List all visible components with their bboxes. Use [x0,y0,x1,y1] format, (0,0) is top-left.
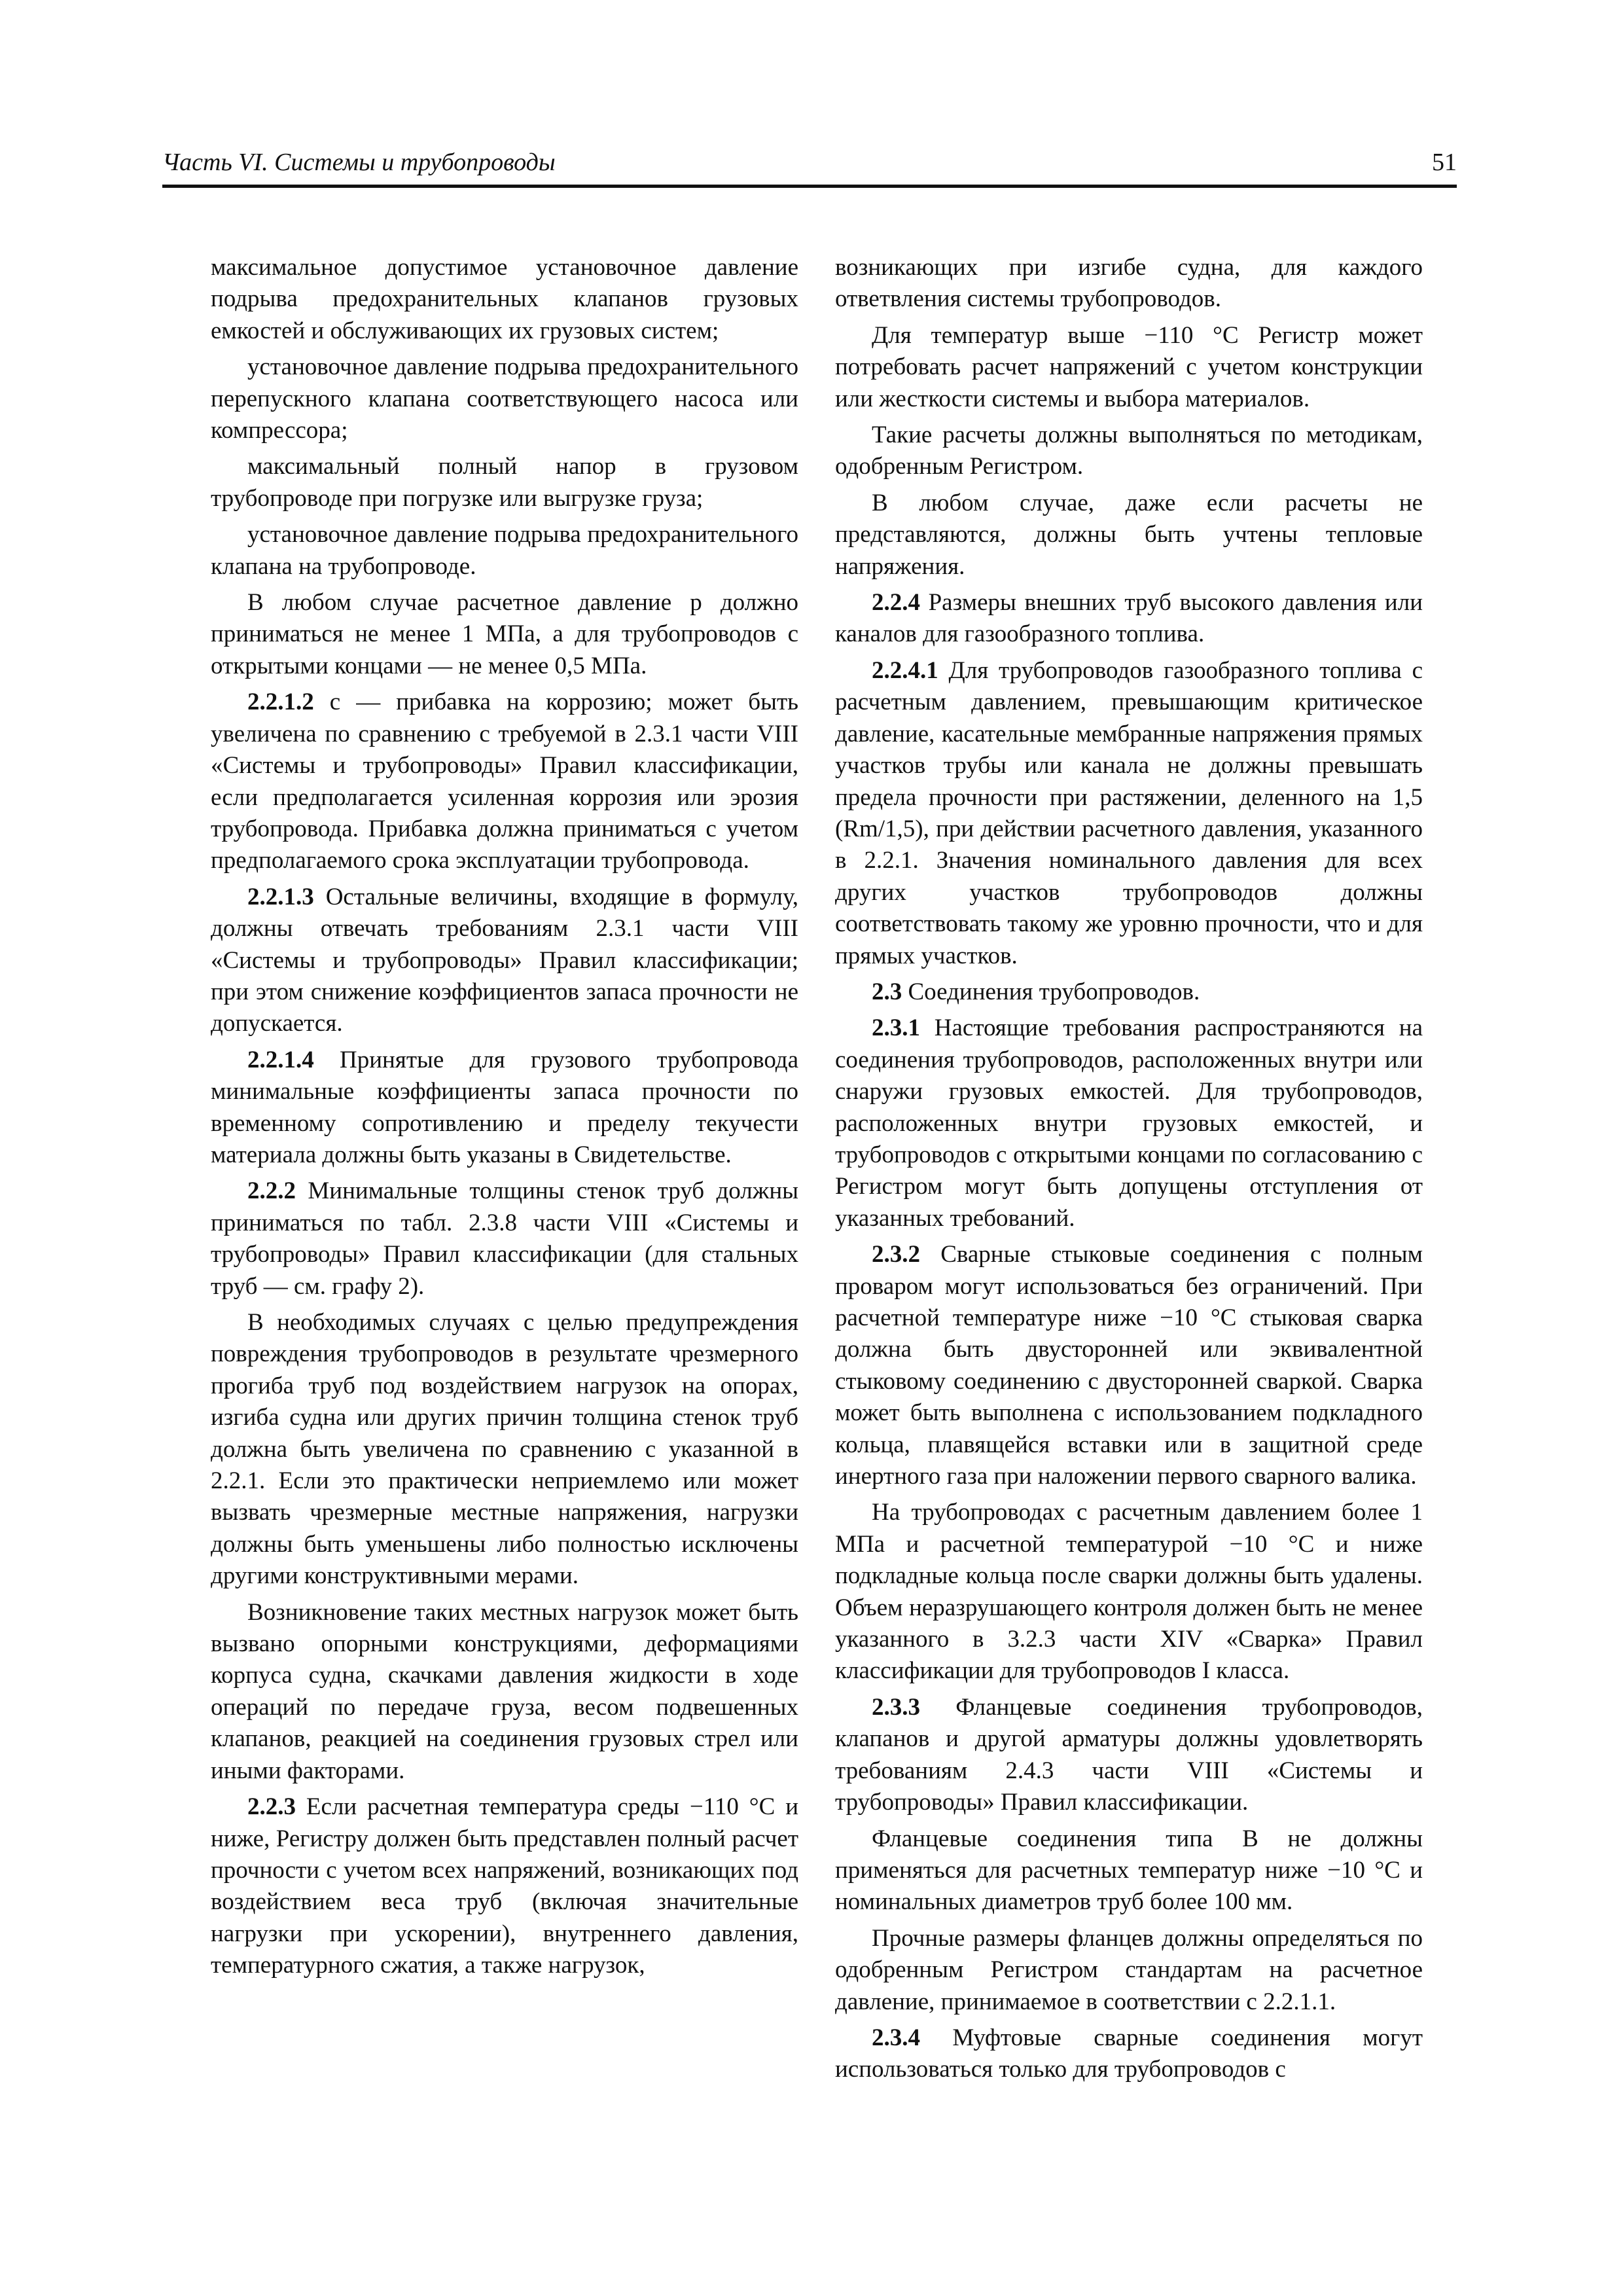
paragraph [211,351,798,446]
running-header [162,148,1457,188]
paragraph-text: Муфтовые сварные соединения могут использоваться только для трубопроводов с [835,2024,1423,2083]
paragraph [835,1013,1423,1234]
paragraph [211,1791,798,1981]
section-number: 2.2.4 [872,589,920,617]
paragraph [835,1239,1423,1492]
section-number: 2.2.4.1 [872,656,938,684]
paragraph-text: Прочные размеры фланцев должны определяться по одобренным Регистром стандартам на расчетное давление, принимаемое в соответствии с 2.2.1.1. [835,1924,1423,2015]
paragraph [835,420,1423,483]
paragraph [835,2022,1423,2086]
paragraph-text: Такие расчеты должны выполняться по методикам, одобренным Регистром. [835,422,1423,480]
header-title: Часть VI. Системы и трубопроводы [162,149,556,176]
paragraph-text: Возникновение таких местных нагрузок может быть вызвано опорными конструкциями, деформациями корпуса судна, скачками давления жидкости в ходе операций по передаче груза, весом подвешенных клапанов, реакцией на соединения грузовых стрел или иными факторами. [211,1598,798,1784]
paragraph [835,587,1423,651]
right-column [835,252,1423,2090]
paragraph-text: В необходимых случаях с целью предупреждения повреждения трубопроводов в результате чрезмерного прогиба труб под воздействием нагрузок на опорах, изгиба судна или других причин толщина стенок труб должна быть увеличена по сравнению с указанной в 2.2.1. Если это практически неприемлемо или может вызвать чрезмерные местные напряжения, нагрузки должны быть уменьшены либо полностью исключены другими конструктивными мерами. [211,1309,798,1590]
paragraph [835,320,1423,415]
paragraph-text: Фланцевые соединения типа В не должны применяться для расчетных температур ниже −10 °С и номинальных диаметров труб более 100 мм. [835,1825,1423,1916]
section-number: 2.3.4 [872,2024,920,2051]
section-number: 2.2.1.3 [247,883,314,910]
section-number: 2.3.3 [872,1693,920,1721]
section-number: 2.2.2 [247,1177,296,1205]
section-number: 2.3.1 [872,1014,920,1042]
paragraph [835,252,1423,315]
paragraph-text: установочное давление подрыва предохранительного клапана на трубопроводе. [211,521,798,580]
paragraph-text: В любом случае, даже если расчеты не представляются, должны быть учтены тепловые напряжения. [835,489,1423,580]
paragraph-text: Для трубопроводов газообразного топлива с расчетным давлением, превышающим критическое давление, касательные мембранные напряжения прямых участков трубы или канала не должны превышать предела прочности при растяжении, деленного на 1,5 (Rm/1,5), при действии расчетного давления, указанного в 2.2.1. Значения номинального давления для всех других участков трубопроводов должны соответствовать такому же уровню прочности, что и для прямых участков. [835,656,1423,969]
paragraph [211,1175,798,1302]
paragraph [835,1923,1423,2018]
paragraph-text: возникающих при изгибе судна, для каждого ответвления системы трубопроводов. [835,254,1423,313]
paragraph-text: Принятые для грузового трубопровода минимальные коэффициенты запаса прочности по временному сопротивлению и пределу текучести материала должны быть указаны в Свидетельстве. [211,1046,798,1168]
paragraph [835,1692,1423,1819]
paragraph [835,655,1423,972]
paragraph-text: Сварные стыковые соединения с полным проваром могут использоваться без ограничений. При расчетной температуре ниже −10 °С стыковая сварка должна быть двусторонней или эквивалентной стыковому соединению с двусторонней сваркой. Сварка может быть выполнена с использованием подкладного кольца, плавящейся вставки или в защитной среде инертного газа при наложении первого сварного валика. [835,1241,1423,1490]
paragraph [211,252,798,347]
section-number: 2.2.3 [247,1793,296,1821]
section-number: 2.2.1.2 [247,689,314,716]
paragraph-text: Остальные величины, входящие в формулу, должны отвечать требованиям 2.3.1 части VIII «Системы и трубопроводы» Правил классификации; при этом снижение коэффициентов запаса прочности не допускается. [211,883,798,1037]
paragraph [211,1307,798,1592]
paragraph-text: Настоящие требования распространяются на соединения трубопроводов, расположенных внутри или снаружи грузовых емкостей. Для трубопроводов, расположенных внутри грузовых емкостей, и трубопроводов с открытыми концами по согласованию с Регистром могут быть допущены отступления от указанных требований. [835,1014,1423,1232]
paragraph-text: Если расчетная температура среды −110 °С и ниже, Регистру должен быть представлен полный расчет прочности с учетом всех напряжений, возникающих под воздействием веса труб (включая значительные нагрузки при ускорении), внутреннего давления, температурного сжатия, а также нагрузок, [211,1793,798,1979]
paragraph [211,587,798,682]
paragraph-text: Фланцевые соединения трубопроводов, клапанов и другой арматуры должны удовлетворять требованиям 2.4.3 части VIII «Системы и трубопроводы» Правил классификации. [835,1693,1423,1816]
paragraph-text: максимальный полный напор в грузовом трубопроводе при погрузке или выгрузке груза; [211,453,798,512]
paragraph [211,1045,798,1172]
section-number: 2.2.1.4 [247,1046,314,1073]
paragraph [211,882,798,1040]
paragraph [211,1597,798,1787]
paragraph-text: В любом случае расчетное давление p должно приниматься не менее 1 МПа, а для трубопроводов с открытыми концами — не менее 0,5 МПа. [211,589,798,679]
left-column [211,252,798,1986]
paragraph-text: На трубопроводах с расчетным давлением более 1 МПа и расчетной температурой −10 °С и ниже подкладные кольца после сварки должны быть удалены. Объем неразрушающего контроля должен быть не менее указанного в 3.2.3 части XIV «Сварка» Правил классификации для трубопроводов I класса. [835,1499,1423,1685]
paragraph-text: установочное давление подрыва предохранительного перепускного клапана соответствующего насоса или компрессора; [211,353,798,444]
paragraph-text: Минимальные толщины стенок труб должны приниматься по табл. 2.3.8 части VIII «Системы и трубопроводы» Правил классификации (для стальных труб — см. графу 2). [211,1177,798,1300]
paragraph [211,687,798,876]
paragraph-text: c — прибавка на коррозию; может быть увеличена по сравнению с требуемой в 2.3.1 части VIII «Системы и трубопроводы» Правил классификации, если предполагается усиленная коррозия или эрозия трубопровода. Прибавка должна приниматься с учетом предполагаемого срока эксплуатации трубопровода. [211,689,798,874]
section-number: 2.3.2 [872,1241,920,1268]
page-number: 51 [1432,149,1457,176]
section-number: 2.3 [872,978,902,1005]
paragraph [211,519,798,583]
paragraph-text: Для температур выше −110 °С Регистр может потребовать расчет напряжений с учетом конструкции или жесткости системы и выбора материалов. [835,321,1423,412]
paragraph-text: Соединения трубопроводов. [902,978,1200,1005]
paragraph [835,1497,1423,1687]
paragraph-text: максимальное допустимое установочное давление подрыва предохранительных клапанов грузовых емкостей и обслуживающих их грузовых систем; [211,254,798,344]
paragraph [835,977,1423,1008]
paragraph [835,1823,1423,1918]
paragraph [211,451,798,514]
paragraph-text: Размеры внешних труб высокого давления или каналов для газообразного топлива. [835,589,1423,648]
paragraph [835,488,1423,583]
